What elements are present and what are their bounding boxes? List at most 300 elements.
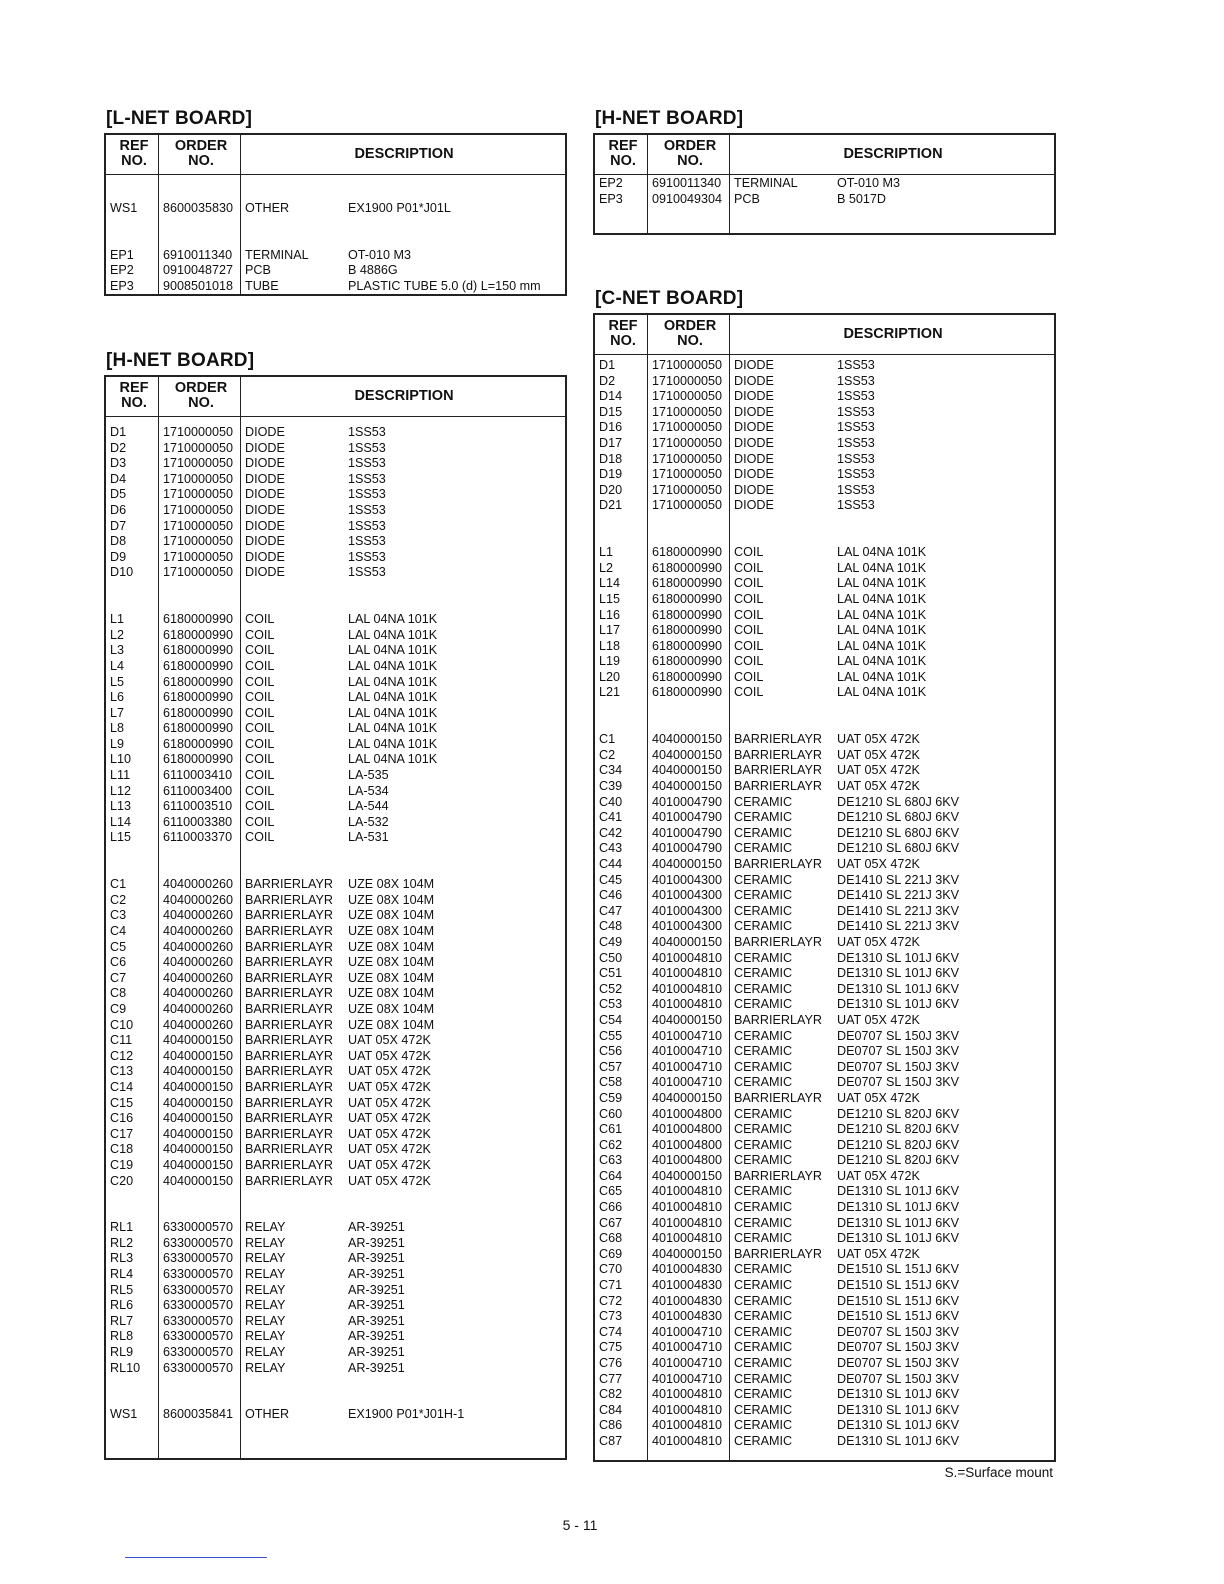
order-no: 4010004710 [652, 1356, 723, 1370]
part-type: BARRIERLAYR [245, 939, 333, 954]
ref-no: C10 [110, 1017, 134, 1032]
part-spec: LAL 04NA 101K [837, 685, 927, 700]
part-spec: B 5017D [837, 191, 887, 206]
table-row [106, 690, 565, 706]
ref-no: RL2 [110, 1235, 134, 1250]
ref-no: L16 [599, 607, 621, 622]
ref-no: C13 [110, 1064, 134, 1079]
table-row [595, 763, 1054, 779]
part-type: COIL [734, 607, 764, 622]
order-no: 6330000570 [163, 1267, 234, 1282]
order-header: ORDER NO. [663, 318, 717, 349]
order-no: 4010004710 [652, 1059, 723, 1074]
ref-no: C42 [599, 825, 623, 840]
part-spec: AR-39251 [348, 1282, 405, 1297]
part-spec: LA-531 [348, 830, 389, 845]
table-row [106, 1127, 565, 1143]
order-no: 6180000990 [163, 752, 234, 767]
board-title: [L-NET BOARD] [106, 108, 253, 129]
ref-no: L17 [599, 623, 621, 638]
description-header: DESCRIPTION [354, 145, 454, 162]
ref-no: C71 [599, 1278, 623, 1293]
row-spacer [106, 581, 565, 612]
part-spec: UAT 05X 472K [348, 1126, 431, 1141]
ref-no: C18 [110, 1142, 134, 1157]
part-spec: UAT 05X 472K [348, 1048, 431, 1063]
table-row [106, 565, 565, 581]
order-no: 4010004810 [652, 966, 723, 981]
part-spec: LAL 04NA 101K [348, 658, 438, 673]
part-spec: DE0707 SL 150J 3KV [837, 1356, 960, 1370]
part-spec: 1SS53 [837, 482, 875, 497]
part-type: CERAMIC [734, 1231, 793, 1246]
ref-no: D6 [110, 502, 127, 517]
order-no: 4010004810 [652, 1200, 723, 1215]
part-type: BARRIERLAYR [734, 1246, 822, 1261]
order-no: 4010004810 [652, 997, 723, 1012]
ref-no: C82 [599, 1387, 623, 1402]
table-row [595, 685, 1054, 701]
part-type: BARRIERLAYR [245, 970, 333, 985]
table-row [106, 1314, 565, 1330]
part-type: CERAMIC [734, 981, 793, 996]
part-type: CERAMIC [734, 872, 793, 887]
order-no: 1710000050 [163, 565, 234, 580]
order-no: 4010004810 [652, 1387, 723, 1402]
ref-no: C58 [599, 1075, 623, 1090]
table-rows [595, 176, 1054, 207]
table-row [595, 1044, 1054, 1060]
part-type: CERAMIC [734, 1278, 793, 1293]
part-type: COIL [245, 674, 275, 689]
order-no: 4040000150 [652, 934, 723, 949]
part-type: DIODE [734, 482, 774, 497]
table-row [106, 721, 565, 737]
part-type: CERAMIC [734, 966, 793, 981]
order-no: 1710000050 [163, 549, 234, 564]
part-type: CERAMIC [734, 794, 793, 809]
table-row [106, 784, 565, 800]
part-spec: 1SS53 [348, 487, 386, 502]
part-type: RELAY [245, 1313, 286, 1328]
order-no: 6110003400 [163, 783, 233, 798]
table-row [106, 1002, 565, 1018]
part-type: BARRIERLAYR [245, 1017, 333, 1032]
part-spec: LAL 04NA 101K [348, 627, 438, 642]
order-no: 4040000150 [163, 1033, 234, 1048]
table-row [595, 857, 1054, 873]
part-type: CERAMIC [734, 810, 793, 825]
part-spec: DE0707 SL 150J 3KV [837, 1324, 960, 1339]
order-no: 4040000260 [163, 970, 234, 985]
part-type: BARRIERLAYR [245, 908, 333, 923]
part-type: BARRIERLAYR [245, 877, 333, 892]
ref-no: RL7 [110, 1313, 134, 1328]
ref-no: L13 [110, 799, 132, 814]
order-no: 4010004710 [652, 1044, 723, 1059]
ref-no: C2 [599, 747, 616, 762]
ref-no: C65 [599, 1184, 623, 1199]
part-type: DIODE [245, 425, 285, 439]
table-row [595, 374, 1054, 390]
part-type: BARRIERLAYR [245, 1126, 333, 1141]
lnet-board [104, 108, 567, 296]
part-type: CERAMIC [734, 1137, 793, 1152]
order-no: 4010004710 [652, 1324, 723, 1339]
ref-no: C11 [110, 1033, 133, 1048]
part-spec: UZE 08X 104M [348, 970, 435, 985]
ref-no: D8 [110, 534, 127, 549]
ref-no: L9 [110, 736, 125, 751]
table-row [595, 452, 1054, 468]
part-spec: LAL 04NA 101K [348, 674, 438, 689]
part-type: DIODE [734, 498, 774, 513]
part-type: RELAY [245, 1235, 286, 1250]
ref-no: RL5 [110, 1282, 134, 1297]
part-spec: 1SS53 [837, 498, 875, 513]
part-spec: LAL 04NA 101K [837, 591, 927, 606]
table-row [106, 643, 565, 659]
ref-no: L14 [110, 814, 132, 829]
order-no: 4040000260 [163, 986, 234, 1001]
ref-no: D20 [599, 482, 623, 497]
order-no: 4040000150 [163, 1111, 234, 1126]
order-no: 9008501018 [163, 278, 234, 293]
order-no: 4040000260 [163, 924, 234, 938]
part-type: RELAY [245, 1345, 286, 1360]
part-type: COIL [245, 768, 275, 783]
table-row [106, 737, 565, 753]
table-row [106, 441, 565, 457]
part-spec: B 4886G [348, 263, 398, 278]
part-type: CERAMIC [734, 1059, 793, 1074]
part-type: COIL [734, 576, 764, 591]
ref-no: C40 [599, 794, 623, 809]
part-spec: LAL 04NA 101K [348, 705, 438, 720]
table-rows [106, 425, 565, 1423]
order-no: 4040000150 [652, 779, 723, 794]
table-row [595, 1356, 1054, 1372]
part-type: DIODE [245, 487, 285, 502]
order-no: 6330000570 [163, 1360, 234, 1375]
part-type: COIL [245, 627, 275, 642]
part-type: COIL [245, 721, 275, 736]
part-spec: AR-39251 [348, 1220, 405, 1235]
ref-no: C52 [599, 981, 623, 996]
table-row [595, 951, 1054, 967]
table-row [595, 1294, 1054, 1310]
order-no: 6180000990 [652, 560, 723, 575]
ref-no: C17 [110, 1126, 134, 1141]
part-type: BARRIERLAYR [245, 1048, 333, 1063]
part-spec: UZE 08X 104M [348, 986, 435, 1001]
part-spec: UAT 05X 472K [348, 1142, 431, 1157]
order-no: 1710000050 [652, 482, 723, 497]
ref-no: L1 [110, 612, 125, 627]
part-spec: LA-535 [348, 768, 389, 783]
order-no: 1710000050 [163, 440, 234, 455]
order-no: 4010004810 [652, 1231, 723, 1246]
part-type: BARRIERLAYR [245, 986, 333, 1001]
table-row [106, 1329, 565, 1345]
part-type: CERAMIC [734, 1387, 793, 1402]
table-row [595, 1029, 1054, 1045]
part-type: DIODE [245, 471, 285, 486]
part-type: COIL [734, 591, 764, 606]
table-row [106, 1158, 565, 1174]
surface-mount-note: S.=Surface mount [944, 1465, 1053, 1480]
row-spacer [106, 217, 565, 248]
order-no: 1710000050 [652, 420, 723, 435]
order-no: 4010004810 [652, 1184, 723, 1199]
order-no: 6330000570 [163, 1282, 234, 1297]
ref-no: C60 [599, 1106, 623, 1121]
order-no: 4040000150 [652, 857, 723, 871]
table-row [106, 799, 565, 815]
order-no: 6180000990 [652, 654, 723, 669]
part-spec: UAT 05X 472K [348, 1079, 431, 1094]
part-type: CERAMIC [734, 1356, 793, 1370]
row-spacer [106, 1189, 565, 1220]
table-row [106, 503, 565, 519]
link-underline [125, 1557, 267, 1558]
order-no: 4010004830 [652, 1293, 723, 1308]
part-type: DIODE [734, 467, 774, 482]
order-no: 6110003380 [163, 814, 233, 829]
order-no: 6180000990 [163, 736, 234, 751]
table-rows [106, 201, 565, 295]
table-row [595, 1418, 1054, 1434]
part-spec: DE1210 SL 680J 6KV [837, 841, 960, 856]
table-row [595, 592, 1054, 608]
table-header [595, 315, 1054, 355]
ref-no: C50 [599, 950, 623, 965]
part-type: DIODE [734, 435, 774, 450]
table-row [106, 675, 565, 691]
ref-no: C57 [599, 1059, 623, 1074]
ref-no: EP3 [599, 191, 623, 206]
ref-no: D1 [110, 425, 127, 439]
ref-no: RL1 [110, 1220, 134, 1235]
table-row [595, 436, 1054, 452]
table-row [106, 955, 565, 971]
order-no: 6330000570 [163, 1329, 234, 1344]
part-spec: LAL 04NA 101K [837, 638, 927, 653]
table-row [595, 919, 1054, 935]
part-spec: AR-39251 [348, 1267, 405, 1282]
ref-no: L18 [599, 638, 621, 653]
ref-no: L2 [110, 627, 125, 642]
description-header: DESCRIPTION [843, 325, 943, 342]
part-spec: EX1900 P01*J01L [348, 201, 451, 215]
ref-no: RL9 [110, 1345, 134, 1360]
part-spec: DE1310 SL 101J 6KV [837, 1433, 960, 1448]
ref-no: C46 [599, 888, 623, 903]
part-type: CERAMIC [734, 950, 793, 965]
part-spec: 1SS53 [837, 451, 875, 466]
order-no: 1710000050 [652, 451, 723, 466]
order-no: 6110003510 [163, 799, 233, 814]
part-type: CERAMIC [734, 1402, 793, 1417]
part-type: CERAMIC [734, 1371, 793, 1386]
part-spec: LA-532 [348, 814, 389, 829]
table-row [106, 1345, 565, 1361]
part-type: RELAY [245, 1298, 286, 1313]
part-spec: AR-39251 [348, 1313, 405, 1328]
ref-no: C14 [110, 1079, 134, 1094]
part-type: DIODE [734, 451, 774, 466]
part-spec: UAT 05X 472K [348, 1033, 431, 1048]
part-spec: DE0707 SL 150J 3KV [837, 1075, 960, 1090]
part-type: COIL [734, 669, 764, 684]
ref-no: C47 [599, 903, 623, 918]
ref-no: C51 [599, 966, 623, 981]
ref-no: C86 [599, 1418, 623, 1433]
part-spec: LAL 04NA 101K [837, 669, 927, 684]
table-row [595, 608, 1054, 624]
table-row [106, 248, 565, 264]
ref-no: C48 [599, 919, 623, 934]
ref-no: RL3 [110, 1251, 134, 1266]
table-row [595, 467, 1054, 483]
part-spec: DE1310 SL 101J 6KV [837, 1418, 960, 1433]
order-no: 4040000260 [163, 877, 234, 892]
part-spec: DE1210 SL 820J 6KV [837, 1153, 960, 1168]
table-row [595, 1434, 1054, 1450]
order-no: 6180000990 [163, 721, 234, 736]
table-row [106, 815, 565, 831]
ref-no: D9 [110, 549, 127, 564]
part-spec: DE1210 SL 820J 6KV [837, 1122, 960, 1137]
part-type: COIL [245, 690, 275, 705]
part-spec: UAT 05X 472K [837, 1246, 920, 1261]
part-spec: DE0707 SL 150J 3KV [837, 1059, 960, 1074]
table-row [595, 1153, 1054, 1169]
table-row [595, 1231, 1054, 1247]
table-row [106, 612, 565, 628]
ref-no: RL8 [110, 1329, 134, 1344]
part-spec: UZE 08X 104M [348, 939, 435, 954]
table-row [595, 1138, 1054, 1154]
order-no: 6330000570 [163, 1345, 234, 1360]
table-row [106, 1220, 565, 1236]
part-spec: 1SS53 [348, 440, 386, 455]
ref-no: C7 [110, 970, 127, 985]
part-spec: DE1510 SL 151J 6KV [837, 1309, 960, 1324]
order-no: 4040000150 [652, 1090, 723, 1105]
table-row [595, 1091, 1054, 1107]
ref-no: L12 [110, 783, 132, 798]
table-row [595, 841, 1054, 857]
part-spec: DE1510 SL 151J 6KV [837, 1293, 960, 1308]
order-no: 4040000260 [163, 939, 234, 954]
table-row [595, 1387, 1054, 1403]
order-no: 4010004300 [652, 888, 723, 903]
table-row [595, 623, 1054, 639]
part-type: CERAMIC [734, 1309, 793, 1324]
table-row [595, 1262, 1054, 1278]
part-spec: AR-39251 [348, 1329, 405, 1344]
part-type: CERAMIC [734, 903, 793, 918]
row-spacer [106, 1376, 565, 1407]
table-row [595, 1278, 1054, 1294]
part-type: BARRIERLAYR [245, 1079, 333, 1094]
ref-no: C8 [110, 986, 127, 1001]
order-no: 4010004790 [652, 841, 723, 856]
table-row [595, 576, 1054, 592]
board-title: [H-NET BOARD] [595, 108, 744, 129]
part-spec: AR-39251 [348, 1345, 405, 1360]
order-no: 4010004790 [652, 825, 723, 840]
part-spec: 1SS53 [837, 373, 875, 388]
part-spec: 1SS53 [837, 467, 875, 482]
part-type: BARRIERLAYR [245, 1064, 333, 1079]
part-spec: 1SS53 [348, 425, 386, 439]
part-spec: LAL 04NA 101K [837, 623, 927, 638]
table-row [106, 893, 565, 909]
order-no: 6330000570 [163, 1220, 234, 1235]
part-type: DIODE [734, 404, 774, 419]
order-no: 1710000050 [163, 502, 234, 517]
ref-no: L14 [599, 576, 621, 591]
ref-no: RL10 [110, 1360, 141, 1375]
ref-header: REF NO. [119, 138, 149, 169]
part-spec: UAT 05X 472K [348, 1173, 431, 1188]
part-spec: OT-010 M3 [837, 176, 900, 190]
ref-no: C44 [599, 857, 623, 871]
part-type: BARRIERLAYR [734, 1090, 822, 1105]
part-type: BARRIERLAYR [734, 779, 822, 794]
table-row [595, 888, 1054, 904]
part-spec: LAL 04NA 101K [837, 545, 927, 560]
order-no: 1710000050 [163, 534, 234, 549]
table-row [595, 966, 1054, 982]
table-row [595, 1169, 1054, 1185]
part-spec: DE1410 SL 221J 3KV [837, 888, 960, 903]
table-row [595, 1340, 1054, 1356]
part-type: DIODE [245, 549, 285, 564]
table-row [106, 1064, 565, 1080]
ref-no: C39 [599, 779, 623, 794]
part-spec: 1SS53 [837, 389, 875, 404]
ref-no: L10 [110, 752, 132, 767]
table-row [595, 1372, 1054, 1388]
order-no: 6180000990 [652, 623, 723, 638]
part-type: COIL [734, 623, 764, 638]
ref-no: D5 [110, 487, 127, 502]
part-spec: DE1310 SL 101J 6KV [837, 966, 960, 981]
part-spec: DE1410 SL 221J 3KV [837, 919, 960, 934]
table-row [106, 706, 565, 722]
table-row [106, 659, 565, 675]
ref-no: D19 [599, 467, 623, 482]
order-no: 4010004830 [652, 1262, 723, 1277]
order-no: 6110003410 [163, 768, 233, 783]
part-type: CERAMIC [734, 1122, 793, 1137]
ref-no: C59 [599, 1090, 623, 1105]
order-no: 6180000990 [652, 607, 723, 622]
table-header [106, 377, 565, 417]
table-row [106, 425, 565, 441]
part-type: CERAMIC [734, 825, 793, 840]
part-type: BARRIERLAYR [245, 955, 333, 970]
ref-no: C9 [110, 1001, 127, 1016]
part-type: CERAMIC [734, 841, 793, 856]
part-type: BARRIERLAYR [734, 1168, 822, 1183]
table-row [106, 487, 565, 503]
part-spec: UZE 08X 104M [348, 908, 435, 923]
ref-no: RL4 [110, 1267, 134, 1282]
